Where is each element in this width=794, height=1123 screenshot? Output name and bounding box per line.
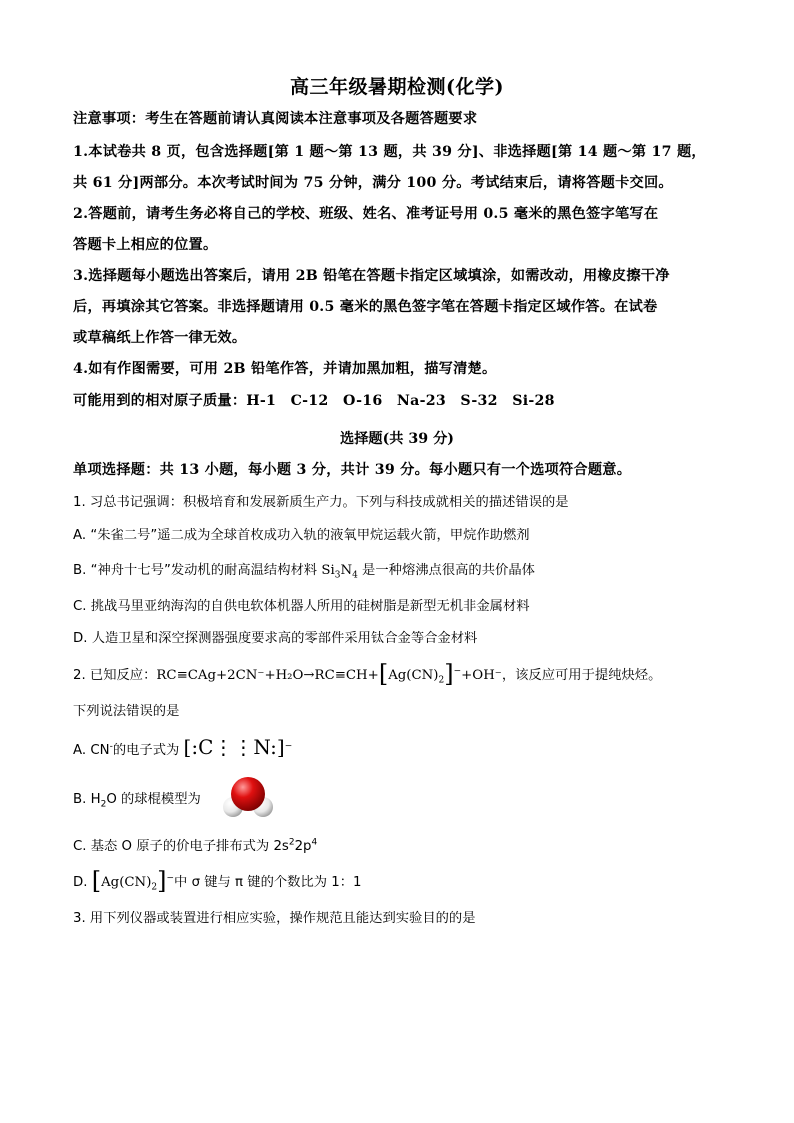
q1-option-a: A. “朱雀二号”遥二成为全球首枚成功入轨的液氧甲烷运载火箭，甲烷作助燃剂 <box>73 528 530 543</box>
atomic-masses: 可能用到的相对原子质量：H-1 C-12 O-16 Na-23 S-32 Si-28 <box>73 393 555 409</box>
water-ball-model-image <box>222 774 274 822</box>
q2-option-c: C. 基态 O 原子的价电子排布式为 $2s^22p^4$ <box>73 837 318 854</box>
section-title: 选择题(共 39 分) <box>340 431 454 447</box>
notice-item-2-line-2: 答题卡上相应的位置。 <box>73 237 218 253</box>
q3-stem: 3. 用下列仪器或装置进行相应实验，操作规范且能达到实验目的的是 <box>73 911 476 926</box>
q1-option-d: D. 人造卫星和深空探测器强度要求高的零部件采用钛合金等合金材料 <box>73 631 478 646</box>
notice-item-3-line-2: 后，再填涂其它答案。非选择题请用 0.5 毫米的黑色签字笔在答题卡指定区域作答。在试卷 <box>73 299 658 315</box>
q2-reaction-equation: $RC\equiv CAg+2CN^-+H_2O\to RC\equiv CH+[Ag(CN)_2]^-+OH^-$ <box>156 660 502 688</box>
notice-item-2-line-1: 2.答题前，请考生务必将自己的学校、班级、姓名、准考证号用 0.5 毫米的黑色签字笔写在 <box>73 206 659 222</box>
q2-option-d: D. $[Ag(CN)_2]^-$中 σ 键与 π 键的个数比为 1：1 <box>73 867 362 895</box>
q1-option-c: C. 挑战马里亚纳海沟的自供电软体机器人所用的硅树脂是新型无机非金属材料 <box>73 599 530 614</box>
notice-item-1-line-1: 1.本试卷共 8 页，包含选择题[第 1 题～第 13 题，共 39 分]、非选择题[第 14 题～第 17 题， <box>73 144 706 160</box>
oxygen-atom <box>231 777 265 811</box>
q2-stem-line-2: 下列说法错误的是 <box>73 704 180 719</box>
q2-option-b: B. $H_2O$ 的球棍模型为 <box>73 792 201 810</box>
si3n4-formula: $Si_3N_4$ <box>321 563 358 581</box>
q1-stem: 1. 习总书记强调：积极培育和发展新质生产力。下列与科技成就相关的描述错误的是 <box>73 495 569 510</box>
notice-item-1-line-2: 共 61 分]两部分。本次考试时间为 75 分钟，满分 100 分。考试结束后，请将答题卡交回。 <box>73 175 673 191</box>
q2-stem: 2. 已知反应：$RC\equiv CAg+2CN^-+H_2O\to RC\equiv CH+[Ag(CN)_2]^-+OH^-$，该反应可用于提纯炔烃。 <box>73 660 662 688</box>
q1-option-b-prefix: B. “神舟十七号”发动机的耐高温结构材料 <box>73 563 322 578</box>
cn-electron-formula: [:C⋮⋮N:] <box>183 735 285 759</box>
section-instructions: 单项选择题：共 13 小题，每小题 3 分，共计 39 分。每小题只有一个选项符合题意。 <box>73 462 632 478</box>
page-title: 高三年级暑期检测(化学) <box>290 76 504 98</box>
q2-option-a: A. CN-的电子式为 [:C⋮⋮N:]− <box>73 735 293 759</box>
notice-heading: 注意事项：考生在答题前请认真阅读本注意事项及各题答题要求 <box>73 111 478 127</box>
notice-item-4: 4.如有作图需要，可用 2B 铅笔作答，并请加黑加粗，描写清楚。 <box>73 361 497 377</box>
notice-item-3-line-3: 或草稿纸上作答一律无效。 <box>73 330 247 346</box>
q1-option-b-suffix: 是一种熔沸点很高的共价晶体 <box>357 563 535 578</box>
q1-option-b <box>73 559 535 581</box>
ag-cn-complex: $[Ag(CN)_2]^-$ <box>91 867 175 895</box>
notice-item-3-line-1: 3.选择题每小题选出答案后，请用 2B 铅笔在答题卡指定区域填涂，如需改动，用橡皮擦干净 <box>73 268 670 284</box>
